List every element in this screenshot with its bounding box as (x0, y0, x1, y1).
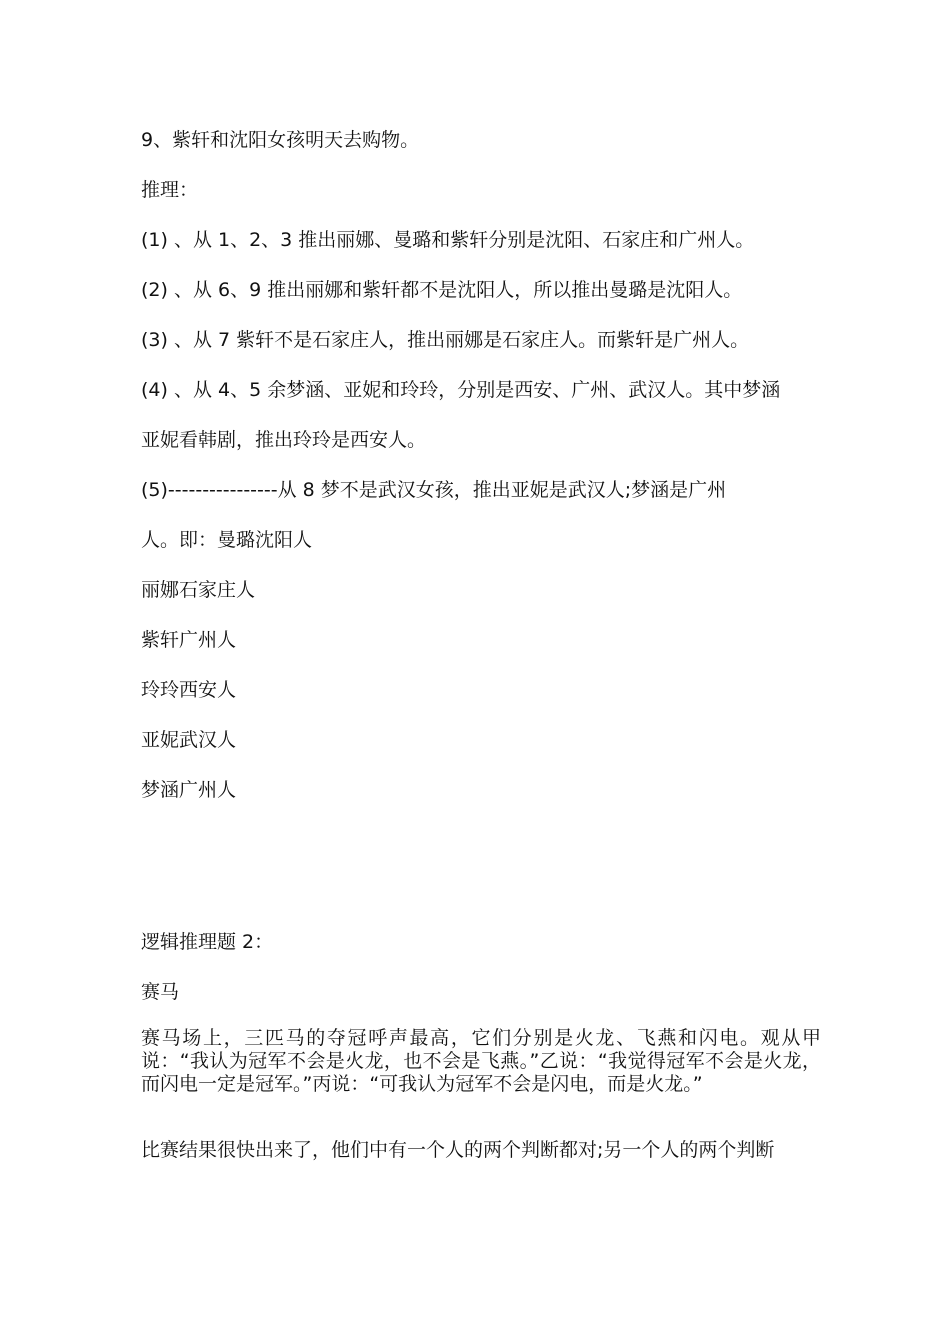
paragraph: 比赛结果很快出来了，他们中有一个人的两个判断都对;另一个人的两个判断 (141, 1139, 775, 1161)
section-title: 逻辑推理题 2： (141, 931, 274, 953)
reasoning-step: 人。即：曼璐沈阳人 (141, 529, 313, 551)
result-item: 紫轩广州人 (141, 629, 237, 651)
reasoning-step: (2) 、从 6、9 推出丽娜和紫轩都不是沈阳人，所以推出曼璐是沈阳人。 (141, 279, 743, 301)
result-item: 丽娜石家庄人 (141, 579, 256, 601)
reasoning-step: (5)----------------从 8 梦不是武汉女孩，推出亚妮是武汉人;梦涵是广州 (141, 479, 727, 501)
reasoning-step: 亚妮看韩剧，推出玲玲是西安人。 (141, 429, 427, 451)
result-item: 梦涵广州人 (141, 779, 237, 801)
reasoning-step: (4) 、从 4、5 余梦涵、亚妮和玲玲，分别是西安、广州、武汉人。其中梦涵 (141, 379, 781, 401)
paragraph: 赛马场上，三匹马的夺冠呼声最高，它们分别是火龙、飞燕和闪电。观从甲说：“我认为冠军不会是火龙，也不会是飞燕。”乙说：“我觉得冠军不会是火龙，而闪电一定是冠军。”丙说：“可我认为冠军不会是闪电，而是火龙。” (141, 1027, 821, 1095)
result-item: 玲玲西安人 (141, 679, 237, 701)
reasoning-label: 推理： (141, 179, 199, 201)
reasoning-step: (1) 、从 1、2、3 推出丽娜、曼璐和紫轩分别是沈阳、石家庄和广州人。 (141, 229, 755, 251)
reasoning-step: (3) 、从 7 紫轩不是石家庄人，推出丽娜是石家庄人。而紫轩是广州人。 (141, 329, 750, 351)
clue-9: 9、紫轩和沈阳女孩明天去购物。 (141, 129, 420, 151)
section-subtitle: 赛马 (141, 981, 180, 1003)
result-item: 亚妮武汉人 (141, 729, 237, 751)
